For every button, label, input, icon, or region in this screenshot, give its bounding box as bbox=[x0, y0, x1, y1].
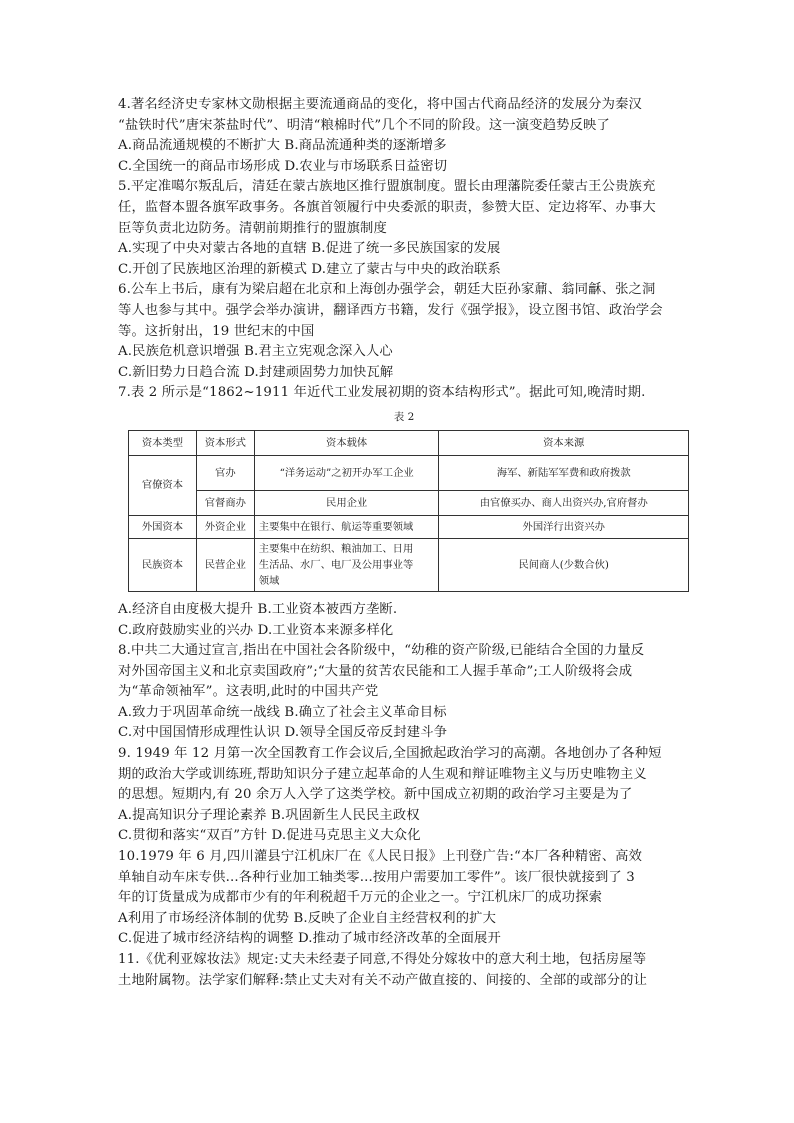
question-5-options-ab: A.实现了中央对蒙古各地的直辖 B.促进了统一多民族国家的发展 bbox=[118, 241, 501, 257]
question-6-stem-line-3: 等。这折射出，19 世纪末的中国 bbox=[118, 323, 315, 339]
table-cell-line: 生活品、水厂、电厂及公用事业等 bbox=[258, 558, 414, 571]
question-11 bbox=[118, 950, 690, 991]
table-cell: 外国洋行出资兴办 bbox=[439, 515, 689, 538]
question-9-options-ab: A.提高知识分子理论素养 B.巩固新生人民民主政权 bbox=[118, 807, 420, 823]
table-cell-line: 领域 bbox=[258, 574, 280, 587]
table-cell: 官僚资本 bbox=[129, 455, 197, 515]
table-header-cell: 资本来源 bbox=[439, 430, 689, 455]
question-5-stem-line-3: 臣等负责北边防务。清朝前期推行的盟旗制度 bbox=[118, 220, 387, 236]
table-row bbox=[129, 455, 689, 490]
question-7 bbox=[118, 383, 690, 641]
table-caption: 表 2 bbox=[393, 410, 415, 423]
table-cell: 海军、新陆军军费和政府拨款 bbox=[439, 455, 689, 490]
question-6-stem-line-1: 6.公车上书后，康有为梁启超在北京和上海创办强学会，朝廷大臣孙家鼐、翁同龢、张之洞 bbox=[118, 282, 656, 298]
question-8-stem-line-3: 为“革命领袖军”。这表明,此时的中国共产党 bbox=[118, 684, 379, 700]
question-4-stem-line-2: “盐铁时代”唐宋茶盐时代”、明清“粮棉时代”几个不同的阶段。这一演变趋势反映了 bbox=[118, 117, 610, 133]
table-cell: 由官僚买办、商人出资兴办,官府督办 bbox=[439, 490, 689, 515]
question-10-stem-line-3: 年的订货量成为成都市少有的年利税超千万元的企业之一。宁江机床厂的成功探索 bbox=[118, 890, 603, 906]
question-9-options-cd: C.贯彻和落实“双百”方针 D.促进马克思主义大众化 bbox=[118, 828, 421, 844]
table-cell: 民用企业 bbox=[254, 490, 439, 515]
question-6-stem-line-2: 等人也参与其中。强学会举办演讲，翻译西方书籍，发行《强学报》，设立图书馆、政治学会 bbox=[118, 302, 663, 318]
table-header-cell: 资本类型 bbox=[129, 430, 197, 455]
question-11-stem-line-1: 11.《优利亚嫁妆法》规定:丈夫未经妻子同意,不得处分嫁妆中的意大利土地，包括房屋等 bbox=[118, 952, 647, 967]
table-cell: 民间商人(少数合伙) bbox=[439, 538, 689, 591]
table-header-cell: 资本形式 bbox=[196, 430, 254, 455]
question-7-options-cd: C.政府鼓励实业的兴办 D.工业资本来源多样化 bbox=[118, 622, 394, 638]
table-row bbox=[129, 515, 689, 538]
question-7-options-ab: A.经济自由度极大提升 B.工业资本被西方垄断. bbox=[118, 601, 398, 617]
question-4 bbox=[118, 95, 690, 177]
question-4-options-ab: A.商品流通规模的不断扩大 B.商品流通种类的逐渐增多 bbox=[118, 138, 447, 154]
question-10-stem-line-1: 10.1979 年 6 月,四川灌县宁江机床厂在《人民日报》上刊登广告:“本厂各种精密、高效 bbox=[118, 849, 643, 865]
question-6 bbox=[118, 280, 690, 383]
question-9-stem-line-2: 期的政治大学或训练班,帮助知识分子建立起革命的人生观和辩证唯物主义与历史唯物主义 bbox=[118, 766, 647, 782]
table-cell: 民族资本 bbox=[129, 538, 197, 591]
table-cell: 官办 bbox=[196, 455, 254, 490]
table-cell: “洋务运动”之初开办军工企业 bbox=[254, 455, 439, 490]
question-6-options-ab: A.民族危机意识增强 B.君主立宪观念深入人心 bbox=[118, 344, 393, 360]
question-8-options-ab: A.致力于巩固革命统一战线 B.确立了社会主义革命目标 bbox=[118, 704, 447, 720]
question-10-options-ab: A利用了市场经济体制的优势 B.反映了企业自主经营权利的扩大 bbox=[118, 910, 497, 926]
question-5-stem-line-1: 5.平定准噶尔叛乱后，清廷在蒙古族地区推行盟旗制度。盟长由理藩院委任蒙古王公贵族充 bbox=[118, 179, 656, 195]
table-cell: 主要集中在银行、航运等重要领域 bbox=[254, 515, 439, 538]
question-7-stem-line-1: 7.表 2 所示是“1862~1911 年近代工业发展初期的资本结构形式”。据此可知,晚清时期. bbox=[118, 385, 646, 401]
capital-structure-table bbox=[128, 430, 689, 592]
table-header-cell: 资本载体 bbox=[254, 430, 439, 455]
exam-page bbox=[118, 95, 690, 991]
table-cell: 民营企业 bbox=[196, 538, 254, 591]
question-9-stem-line-1: 9. 1949 年 12 月第一次全国教育工作会议后,全国掀起政治学习的高潮。各地创办了各种短 bbox=[118, 746, 662, 762]
table-row bbox=[129, 490, 689, 515]
question-8 bbox=[118, 641, 690, 744]
question-8-stem-line-2: 对外国帝国主义和北京卖国政府”;“大量的贫苦农民能和工人握手革命”;工人阶级将会成 bbox=[118, 663, 633, 679]
question-6-options-cd: C.新旧势力日趋合流 D.封建顽固势力加快瓦解 bbox=[118, 364, 394, 380]
question-8-stem-line-1: 8.中共二大通过宣言,指出在中国社会各阶级中，“幼稚的资产阶级,已能结合全国的力量反 bbox=[118, 643, 645, 659]
table-cell: 外国资本 bbox=[129, 515, 197, 538]
table-cell-line: 主要集中在纺织、粮油加工、日用 bbox=[258, 542, 414, 555]
question-4-options-cd: C.全国统一的商品市场形成 D.农业与市场联系日益密切 bbox=[118, 158, 448, 174]
question-9-stem-line-3: 的思想。短期内,有 20 余万人入学了这类学校。新中国成立初期的政治学习主要是为了 bbox=[118, 787, 633, 803]
question-5-stem-line-2: 任，监督本盟各旗军政事务。各旗首领履行中央委派的职责，参赞大臣、定边将军、办事大 bbox=[118, 199, 656, 215]
table-cell: 官督商办 bbox=[196, 490, 254, 515]
question-10-stem-line-2: 单轴自动车床专供...各种行业加工轴类零...按用户需要加工零件”。该厂很快就接到了 3 bbox=[118, 869, 635, 885]
question-11-stem-line-2: 土地附属物。法学家们解释:禁止丈夫对有关不动产做直接的、间接的、全部的或部分的让 bbox=[118, 972, 648, 988]
table-cell-multiline bbox=[254, 538, 439, 591]
question-4-stem-line-1: 4.著名经济史专家林文勋根据主要流通商品的变化，将中国古代商品经济的发展分为秦汉 bbox=[118, 97, 642, 112]
question-10 bbox=[118, 847, 690, 950]
table-row bbox=[129, 538, 689, 591]
table-header-row bbox=[129, 430, 689, 455]
question-5 bbox=[118, 177, 690, 280]
question-5-options-cd: C.开创了民族地区治理的新模式 D.建立了蒙古与中央的政治联系 bbox=[118, 261, 501, 277]
table-cell: 外资企业 bbox=[196, 515, 254, 538]
question-9 bbox=[118, 744, 690, 847]
question-8-options-cd: C.对中国国情形成理性认识 D.领导全国反帝反封建斗争 bbox=[118, 725, 448, 741]
question-10-options-cd: C.促进了城市经济结构的调整 D.推动了城市经济改革的全面展开 bbox=[118, 931, 501, 947]
